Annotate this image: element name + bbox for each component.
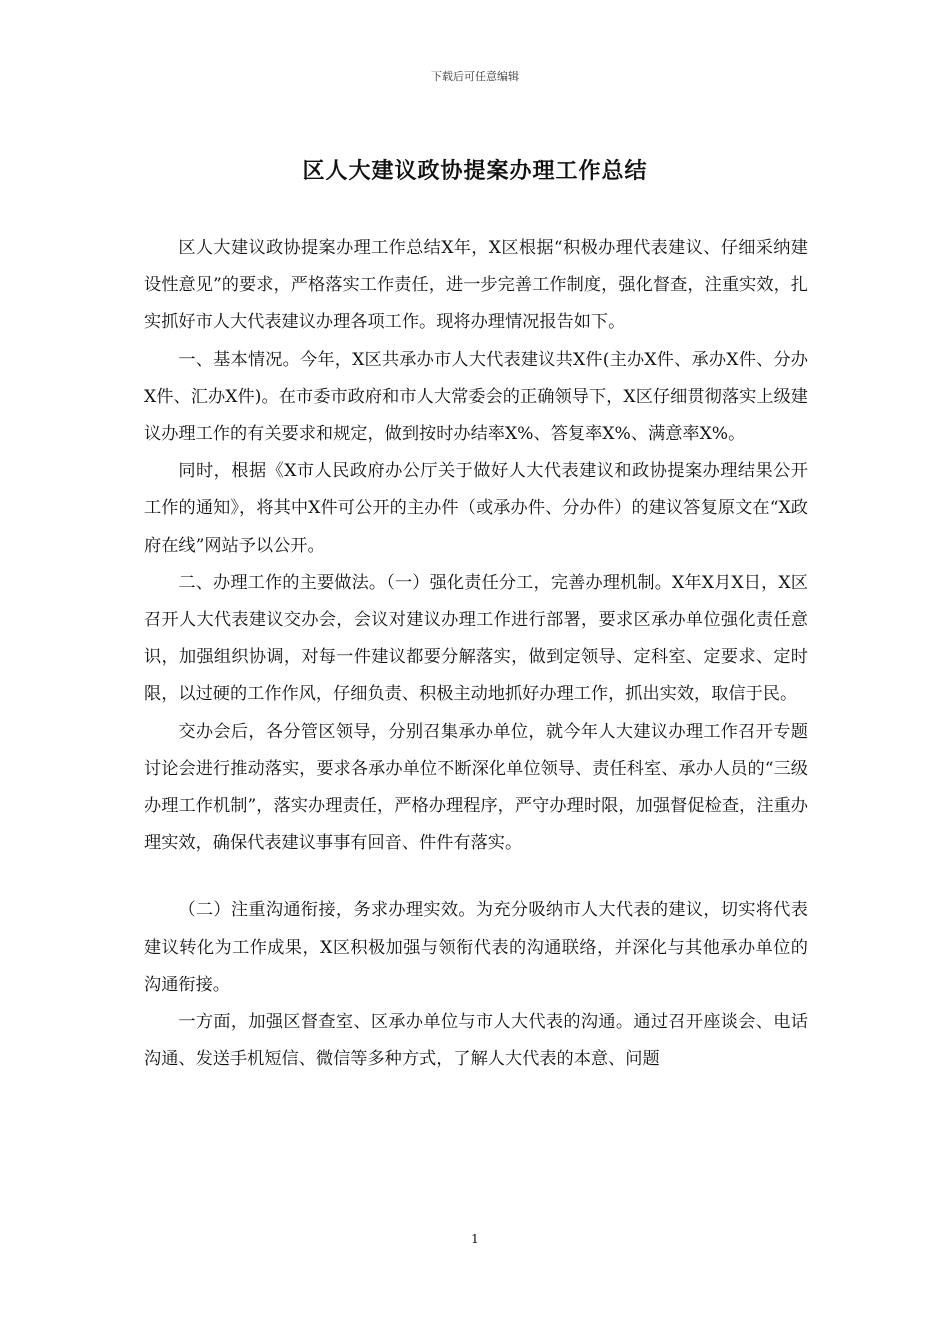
paragraph-intro: 区人大建议政协提案办理工作总结X年，X区根据“积极办理代表建议、仔细采纳建设性意见”的要求，严格落实工作责任，进一步完善工作制度，强化督查，注重实效，扎实抓好市人大代表建议办理各项工作。现将办理情况报告如下。 xyxy=(144,238,808,333)
paragraph-communication: （二）注重沟通衔接，务求办理实效。为充分吸纳市人大代表的建议，切实将代表建议转化为工作成果，X区积极加强与领衔代表的沟通联络，并深化与其他承办单位的沟通衔接。 xyxy=(144,900,808,995)
paragraph-disclosure: 同时，根据《X市人民政府办公厅关于做好人大代表建议和政协提案办理结果公开工作的通知》，将其中X件可公开的主办件（或承办件、分办件）的建议答复原文在“X政府在线”网站予以公开。 xyxy=(144,461,808,556)
paragraph-main-practices: 二、办理工作的主要做法。（一）强化责任分工，完善办理机制。X年X月X日，X区召开人大代表建议交办会，会议对建议办理工作进行部署，要求区承办单位强化责任意识，加强组织协调，对每一件建议都要分解落实，做到定领导、定科室、定要求、定时限，以过硬的工作作风，仔细负责、积极主动地抓好办理工作，抓出实效，取信于民。 xyxy=(144,572,808,705)
paragraph-basic-situation: 一、基本情况。今年，X区共承办市人大代表建议共X件(主办X件、承办X件、分办X件、汇办X件)。在市委市政府和市人大常委会的正确领导下，X区仔细贯彻落实上级建议办理工作的有关要求和规定，做到按时办结率X%、答复率X%、满意率X%。 xyxy=(144,349,808,445)
paragraph-after-meeting: 交办会后，各分管区领导，分别召集承办单位，就今年人大建议办理工作召开专题讨论会进行推动落实，要求各承办单位不断深化单位领导、责任科室、承办人员的“三级办理工作机制”，落实办理责任，严格办理程序，严守办理时限，加强督促检查，注重办理实效，确保代表建议事事有回音、件件有落实。 xyxy=(144,721,808,854)
paragraph-on-one-hand: 一方面，加强区督查室、区承办单位与市人大代表的沟通。通过召开座谈会、电话沟通、发送手机短信、微信等多种方式，了解人大代表的本意、问题 xyxy=(144,1012,808,1070)
paragraph-spacer xyxy=(144,862,808,892)
document-title: 区人大建议政协提案办理工作总结 xyxy=(302,158,648,184)
document-body xyxy=(144,230,808,1078)
page-header-note: 下载后可任意编辑 xyxy=(431,70,519,83)
page-number: 1 xyxy=(471,1232,479,1246)
